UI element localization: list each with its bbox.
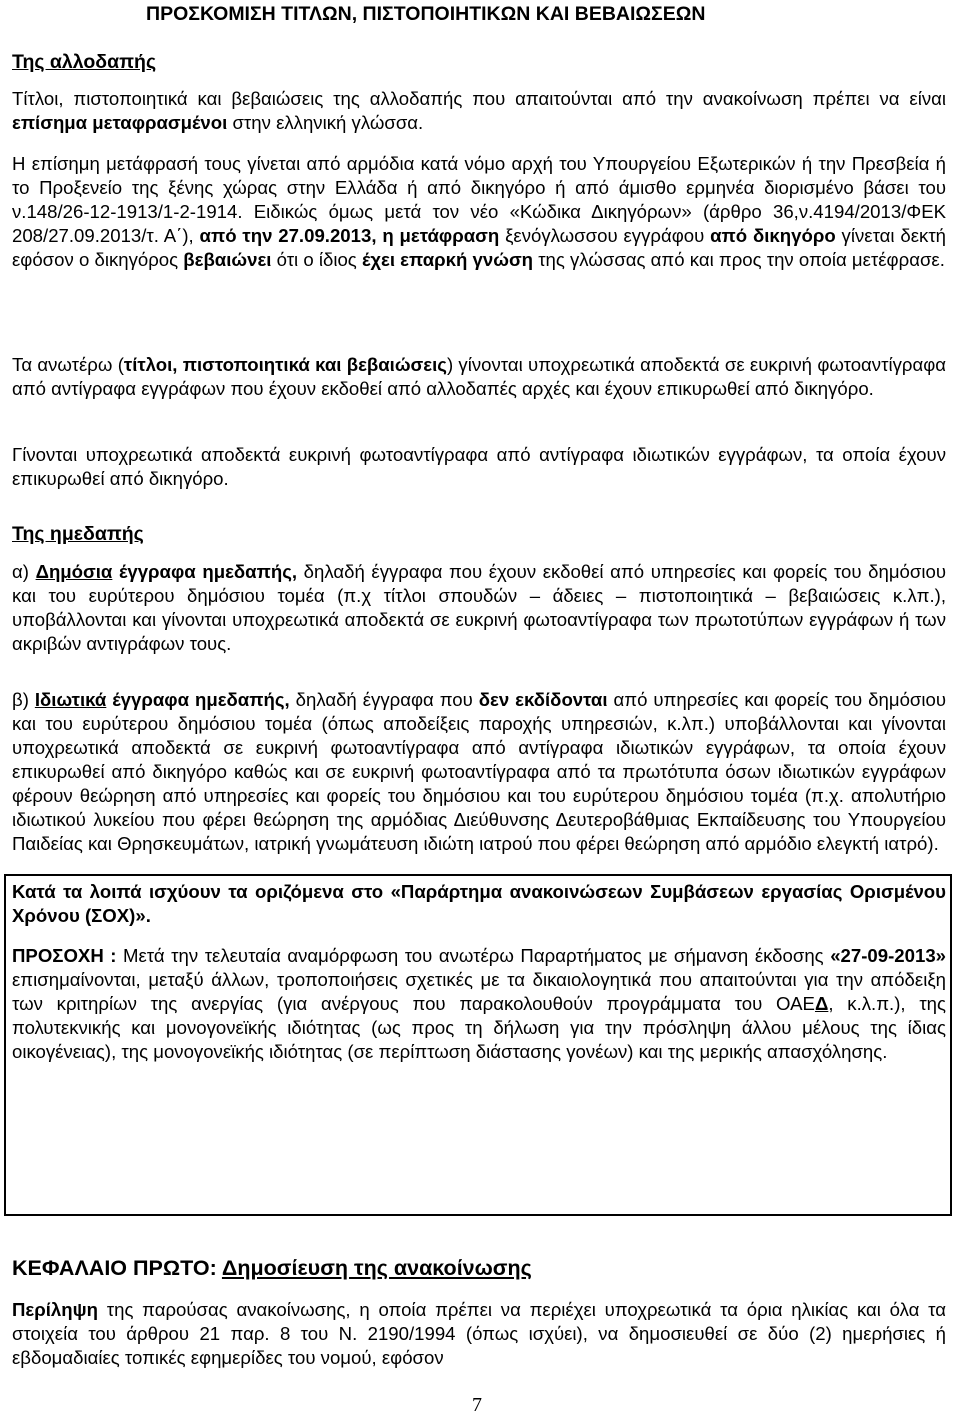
notice-paragraph-1: Κατά τα λοιπά ισχύουν τα οριζόμενα στο «Παράρτημα ανακοινώσεων Συμβάσεων εργασίας Ορισμένου Χρόνου (ΣΟΧ)». [12, 881, 946, 926]
notice-paragraph-2: ΠΡΟΣΟΧΗ : Μετά την τελευταία αναμόρφωση του ανωτέρω Παραρτήματος με σήμανση έκδοσης «27-09-2013» επισημαίνονται, μεταξύ άλλων, τροποποιήσεις σχετικές με τα δικαιολογητικά που απαιτούνται για την απόδειξη των κριτηρίων της ανεργίας (για ανέργους που παρακολουθούν προγράμματα του ΟΑΕΔ, κ.λ.π.), της πολυτεκνικής και μονογονεϊκής ιδιότητας (ως προς τη δήλωση για την πρόσληψη άλλου μέλους της ίδιας οικογένειας), της μονογονεϊκής ιδιότητας (σε περίπτωση διάστασης γονέων) και της μερικής απασχόλησης. [12, 945, 946, 1062]
foreign-paragraph-1: Τίτλοι, πιστοποιητικά και βεβαιώσεις της αλλοδαπής που απαιτούνται από την ανακοίνωση πρέπει να είναι επίσημα μεταφρασμένοι στην ελληνική γλώσσα. [12, 88, 946, 133]
domestic-heading: Της ημεδαπής [12, 523, 144, 545]
foreign-paragraph-2: Η επίσημη μετάφρασή τους γίνεται από αρμόδια κατά νόμο αρχή του Υπουργείου Εξωτερικών ή την Πρεσβεία ή το Προξενείο της ξένης χώρας στην Ελλάδα ή από δικηγόρο ή από άμισθο ερμηνέα διορισμένο βάσει του ν.148/26-12-1913/1-2-1914. Ειδικώς όμως μετά τον νέο «Κώδικα Δικηγόρων» (άρθρο 36,ν.4194/2013/ΦΕΚ 208/27.09.2013/τ. Α΄), από την 27.09.2013, η μετάφραση ξενόγλωσσου εγγράφου από δικηγόρο γίνεται δεκτή εφόσον ο δικηγόρος βεβαιώνει ότι ο ίδιος έχει επαρκή γνώση της γλώσσας από και προς την οποία μετέφρασε. [12, 153, 947, 270]
domestic-paragraph-a: α) Δημόσια έγγραφα ημεδαπής, δηλαδή έγγραφα που έχουν εκδοθεί από υπηρεσίες και φορείς του δημόσιου και του ευρύτερου δημόσιου τομέα (π.χ τίτλοι σπουδών – άδειες – πιστοποιητικά – βεβαιώσεις κ.λπ.), υποβάλλονται και γίνονται υποχρεωτικά αποδεκτά σε ευκρινή φωτοαντίγραφα των πρωτοτύπων εγγράφων ή των ακριβών αντιγράφων τους. [12, 561, 947, 654]
foreign-heading: Της αλλοδαπής [12, 51, 157, 73]
chapter-heading: ΚΕΦΑΛΑΙΟ ΠΡΩΤΟ: Δημοσίευση της ανακοίνωσης [12, 1256, 532, 1280]
chapter-paragraph: Περίληψη της παρούσας ανακοίνωσης, η οποία πρέπει να περιέχει υποχρεωτικά τα όρια ηλικίας και όλα τα στοιχεία του άρθρου 21 παρ. 8 του Ν. 2190/1994 (όπως ισχύει), να δημοσιευθεί σε δύο (2) ημερήσιες ή εβδομαδιαίες τοπικές εφημερίδες του νομού, εφόσον [12, 1299, 946, 1368]
document-title: ΠΡΟΣΚΟΜΙΣΗ ΤΙΤΛΩΝ, ΠΙΣΤΟΠΟΙΗΤΙΚΩΝ ΚΑΙ ΒΕΒΑΙΩΣΕΩΝ [146, 3, 706, 25]
foreign-paragraph-4: Γίνονται υποχρεωτικά αποδεκτά ευκρινή φωτοαντίγραφα από αντίγραφα ιδιωτικών εγγράφων, τα οποία έχουν επικυρωθεί από δικηγόρο. [12, 444, 946, 489]
domestic-paragraph-b: β) Ιδιωτικά έγγραφα ημεδαπής, δηλαδή έγγραφα που δεν εκδίδονται από υπηρεσίες και φορείς του δημόσιου και του ευρύτερου δημόσιου τομέα (όπως αποδείξεις παροχής υπηρεσιών, κ.λπ.) υποβάλλονται και γίνονται υποχρεωτικά αποδεκτά σε ευκρινή φωτοαντίγραφα από αντίγραφα ιδιωτικών εγγράφων, τα οποία έχουν επικυρωθεί από δικηγόρο καθώς και σε ευκρινή φωτοαντίγραφα από τα πρωτότυπα όσων ιδιωτικών εγγράφων φέρουν θεώρηση από υπηρεσίες και φορείς του δημόσιου και του ευρύτερου δημόσιου τομέα (π.χ. απολυτήριο ιδιωτικού λυκείου που φέρει θεώρηση της αρμόδιας Διεύθυνσης Δευτεροβάθμιας Εκπαίδευσης του Υπουργείου Παιδείας και Θρησκευμάτων, ιατρική γνωμάτευση ιδιώτη ιατρού που φέρει θεώρηση από αρμόδιο ελεγκτή ιατρό). [12, 689, 947, 854]
foreign-paragraph-3: Τα ανωτέρω (τίτλοι, πιστοποιητικά και βεβαιώσεις) γίνονται υποχρεωτικά αποδεκτά σε ευκρινή φωτοαντίγραφα από αντίγραφα εγγράφων που έχουν εκδοθεί από αλλοδαπές αρχές και έχουν επικυρωθεί από δικηγόρο. [12, 354, 946, 399]
page-number: 7 [472, 1394, 482, 1416]
